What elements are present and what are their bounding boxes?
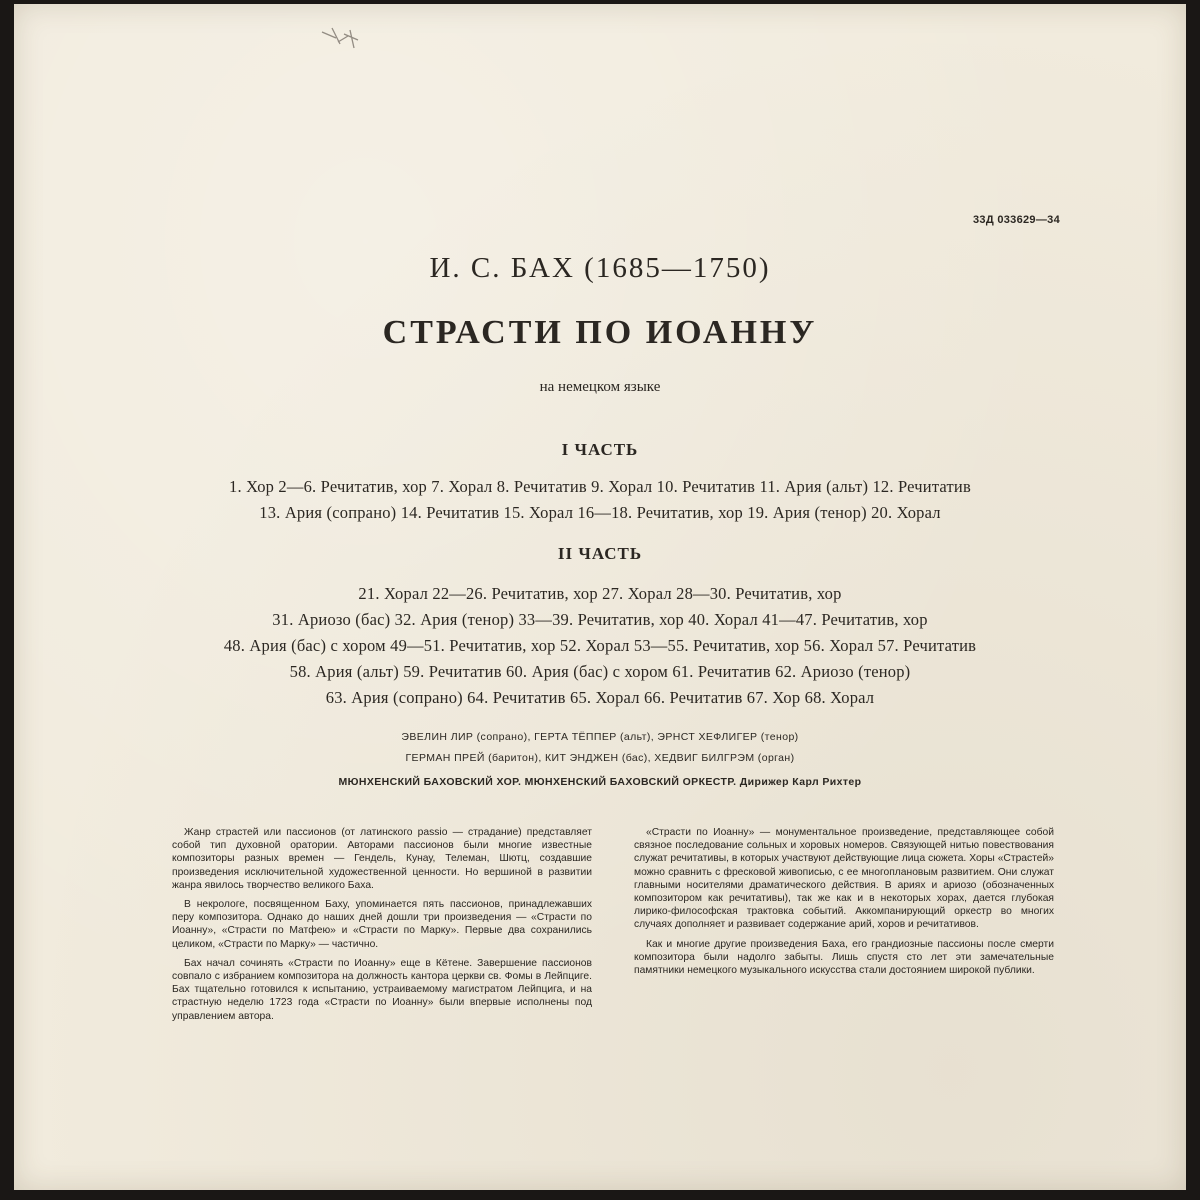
liner-notes-paragraph: Жанр страстей или пассионов (от латинского passio — страдание) представляет собой тип духовной оратории. Авторами пассионов были многие известные композиторы разных времен — Гендель, Кунау, Телеман, Шютц, создавшие произведения исключительной художественной ценности. Но вершиной в развитии жанра явилось творчество великого Баха. [172, 827, 592, 891]
part2-track-line: 63. Ария (сопрано) 64. Речитатив 65. Хорал 66. Речитатив 67. Хор 68. Хорал [325, 688, 875, 707]
catalog-number: 33Д 033629—34 [973, 214, 1060, 226]
language-note: на немецком языке [539, 379, 661, 395]
part2-heading: II ЧАСТЬ [557, 544, 643, 563]
ensembles-line: МЮНХЕНСКИЙ БАХОВСКИЙ ХОР. МЮНХЕНСКИЙ БАХОВСКИЙ ОРКЕСТР. Дирижер Карл Рихтер [338, 776, 862, 788]
part1-track-line: 13. Ария (сопрано) 14. Речитатив 15. Хорал 16—18. Речитатив, хор 19. Ария (тенор) 20. Хорал [259, 503, 941, 522]
part1-track-line: 1. Хор 2—6. Речитатив, хор 7. Хорал 8. Речитатив 9. Хорал 10. Речитатив 11. Ария (альт) 12. Речитатив [229, 477, 971, 496]
part2-track-line: 21. Хорал 22—26. Речитатив, хор 27. Хорал 28—30. Речитатив, хор [358, 584, 842, 603]
scratch-mark [314, 22, 374, 52]
part1-heading: I ЧАСТЬ [561, 440, 639, 459]
liner-notes-paragraph: Бах начал сочинять «Страсти по Иоанну» еще в Кётене. Завершение пассионов совпало с избранием композитора на должность кантора церкви св. Фомы в Лейпциге. Бах тщательно готовился к испытанию, устраиваемому магистратом Лейпцига, и на страстную неделю 1723 года «Страсти по Иоанну» были впервые исполнены под управлением автора. [172, 957, 592, 1022]
liner-notes-paragraph: В некрологе, посвященном Баху, упоминается пять пассионов, принадлежавших перу композитора. Однако до наших дней дошли три произведения — «Страсти по Иоанну», «Страсти по Матфею» и «Страсти по Марку». Первые два сохранились целиком, «Страсти по Марку» — частично. [172, 899, 592, 950]
soloists-line: ЭВЕЛИН ЛИР (сопрано), ГЕРТА ТЁППЕР (альт), ЭРНСТ ХЕФЛИГЕР (тенор) [401, 731, 799, 743]
part2-track-line: 31. Ариозо (бас) 32. Ария (тенор) 33—39. Речитатив, хор 40. Хорал 41—47. Речитатив, хор [272, 610, 928, 629]
soloists-line: ГЕРМАН ПРЕЙ (баритон), КИТ ЭНДЖЕН (бас), ХЕДВИГ БИЛГРЭМ (орган) [405, 752, 795, 764]
composer-name: И. С. БАХ (1685—1750) [429, 252, 771, 284]
work-title: СТРАСТИ ПО ИОАННУ [382, 314, 818, 351]
liner-notes-paragraph: Как и многие другие произведения Баха, его грандиозные пассионы после смерти композитора были надолго забыты. Лишь спустя сто лет эти замечательные памятники немецкого музыкального искусства стали достоянием широкой публики. [634, 938, 1054, 977]
liner-notes-paragraph: «Страсти по Иоанну» — монументальное произведение, представляющее собой связное последование сольных и хоровых номеров. Связующей нитью повествования служат речитативы, в которых участвуют действующие лица сюжета. Хоры «Страстей» можно сравнить с фресковой живописью, с ее многоплановым развитием. Они служат главными носителями драматического действия. В ариях и ариозо (обозначенных композитором как речитативы), так же как и в некоторых хорах, дается глубокая лирико-философская трактовка событий. Аккомпанирующий оркестр во многих случаях дополняет и развивает содержание арий, хоров и речитативов. [634, 827, 1054, 931]
part2-track-line: 58. Ария (альт) 59. Речитатив 60. Ария (бас) с хором 61. Речитатив 62. Ариозо (тенор) [289, 662, 911, 681]
liner-notes-left-column [172, 826, 592, 1023]
liner-notes-right-column [634, 826, 1054, 977]
record-sleeve-back [14, 4, 1186, 1190]
part2-track-line: 48. Ария (бас) с хором 49—51. Речитатив, хор 52. Хорал 53—55. Речитатив, хор 56. Хорал 57. Речитатив [223, 636, 977, 655]
